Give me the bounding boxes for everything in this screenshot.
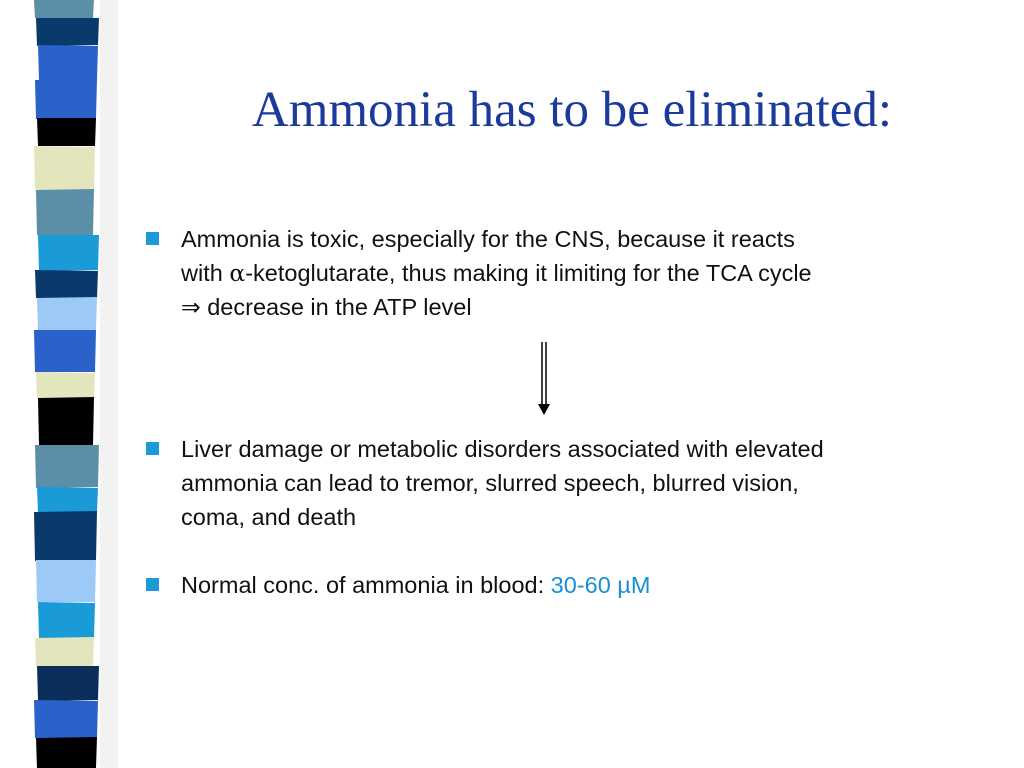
stripe-block <box>37 297 97 331</box>
bullet-item-toxicity <box>146 222 976 324</box>
square-bullet-icon <box>146 442 159 455</box>
bullet-text <box>181 568 976 602</box>
stripe-block <box>36 737 97 768</box>
stripe-block <box>35 79 97 119</box>
stripe-block <box>37 118 96 146</box>
implies-arrow-icon: ⇒ <box>181 294 201 320</box>
bullet-line: Liver damage or metabolic disorders associated with elevated <box>181 436 824 462</box>
stripe-block <box>37 487 98 512</box>
stripe-block <box>34 511 97 561</box>
stripe-block <box>38 602 95 639</box>
slide-title: Ammonia has to be eliminated: <box>251 82 893 138</box>
square-bullet-icon <box>146 578 159 591</box>
stripe-block <box>38 235 99 271</box>
bullet-text <box>181 222 976 324</box>
square-bullet-icon <box>146 232 159 245</box>
bullet-text <box>181 432 976 534</box>
alpha-symbol: α <box>229 259 246 287</box>
stripe-block <box>37 666 99 701</box>
concentration-label: Normal conc. of ammonia in blood: <box>181 572 551 598</box>
stripe-block <box>34 700 98 738</box>
concentration-value: 30-60 µM <box>550 572 651 598</box>
bullet-line: coma, and death <box>181 504 357 530</box>
bullet-item-normal-concentration <box>146 568 976 602</box>
stripe-block <box>36 560 96 602</box>
stripe-block <box>35 445 99 488</box>
bullet-line-prefix: with <box>181 260 230 286</box>
bullet-item-liver-damage <box>146 432 976 534</box>
decorative-color-stripe <box>0 0 120 768</box>
stripe-shadow <box>100 0 118 768</box>
stripe-block <box>34 146 95 191</box>
bullet-line-suffix: -ketoglutarate, thus making it limiting for the TCA cycle <box>245 260 812 286</box>
stripe-block <box>36 18 99 46</box>
stripe-block <box>38 397 94 445</box>
stripe-block <box>35 637 94 666</box>
stripe-block <box>36 189 94 235</box>
stripe-block <box>34 0 94 18</box>
stripe-block <box>35 270 98 298</box>
bullet-line: Ammonia is toxic, especially for the CNS, because it reacts <box>181 226 795 252</box>
double-line-down-arrow-icon <box>534 342 554 418</box>
bullet-line: decrease in the ATP level <box>200 294 472 320</box>
color-stripe-graphic <box>0 0 120 768</box>
stripe-block <box>38 45 98 80</box>
stripe-block <box>36 372 95 399</box>
stripe-block <box>34 330 96 372</box>
bullet-line: ammonia can lead to tremor, slurred speech, blurred vision, <box>181 470 799 496</box>
